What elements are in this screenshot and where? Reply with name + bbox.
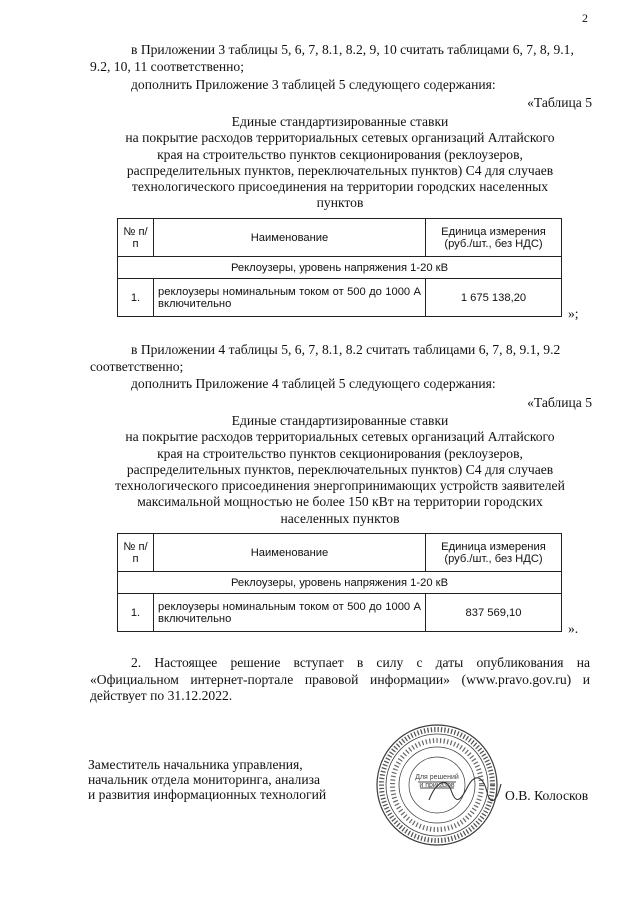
rates-table-2 [117, 533, 562, 632]
row-num: 1. [118, 279, 154, 317]
table-title-2 [40, 413, 639, 527]
title-line: распределительных пунктов, переключательных пунктов) С4 для случаев [126, 461, 554, 477]
header-unit: Единица измерения (руб./шт., без НДС) [426, 219, 562, 257]
header-num: № п/п [118, 219, 154, 257]
table-ref-label: «Таблица 5 [527, 95, 592, 110]
header-num: № п/п [118, 534, 154, 572]
title-line: Единые стандартизированные ставки [231, 413, 449, 428]
paragraph-appendix4-add: дополнить Приложение 4 таблицей 5 следующего содержания: [131, 376, 496, 391]
row-name: реклоузеры номинальным током от 500 до 1000 А включительно [154, 594, 426, 632]
title-line: Единые стандартизированные ставки [231, 114, 449, 129]
page-number: 2 [582, 11, 588, 25]
paragraph-appendix3-add: дополнить Приложение 3 таблицей 5 следующего содержания: [131, 77, 496, 92]
header-unit: Единица измерения (руб./шт., без НДС) [426, 534, 562, 572]
row-num: 1. [118, 594, 154, 632]
signer-name: О.В. Колосков [505, 788, 589, 803]
table-title-1 [40, 114, 639, 212]
signer-position [88, 757, 326, 802]
title-line: на покрытие расходов территориальных сетевых организаций Алтайского [125, 130, 555, 146]
seal-line: и приказов [419, 782, 455, 789]
title-line: технологического присоединения на территории городских населенных [131, 179, 549, 195]
handwritten-signature-icon [425, 770, 505, 810]
table-ref-label: «Таблица 5 [527, 395, 592, 410]
position-line: и развития информационных технологий [88, 787, 327, 802]
group-row: Реклоузеры, уровень напряжения 1-20 кВ [118, 257, 562, 279]
group-row: Реклоузеры, уровень напряжения 1-20 кВ [118, 572, 562, 594]
row-name: реклоузеры номинальным током от 500 до 1000 А включительно [154, 279, 426, 317]
position-line: начальник отдела мониторинга, анализа [88, 772, 321, 787]
title-line: на покрытие расходов территориальных сетевых организаций Алтайского [125, 429, 555, 445]
quote-close-1: »; [568, 306, 579, 321]
title-line: пунктов [316, 195, 364, 211]
title-line: населенных пунктов [280, 510, 400, 526]
row-value: 1 675 138,20 [426, 279, 562, 317]
title-line: технологического присоединения энергопринимающих устройств заявителей [115, 478, 565, 494]
title-line: максимальной мощностью не более 150 кВт на территории городских [137, 494, 543, 510]
header-name: Наименование [154, 219, 426, 257]
header-name: Наименование [154, 534, 426, 572]
seal-line: Для решений [415, 774, 459, 781]
paragraph-appendix4-renumber: в Приложении 4 таблицы 5, 6, 7, 8.1, 8.2 считать таблицами 6, 7, 8, 9.1, 9.2 соответственно; [90, 342, 561, 374]
paragraph-appendix3-renumber: в Приложении 3 таблицы 5, 6, 7, 8.1, 8.2, 9, 10 считать таблицами 6, 7, 8, 9.1, 9.2, 10, 11 соответственно; [90, 42, 574, 74]
position-line: Заместитель начальника управления, [88, 757, 303, 772]
paragraph-effective-date: 2. Настоящее решение вступает в силу с даты опубликования на «Официальном интернет-портале правовой информации» (www.pravo.gov.ru) и действует по 31.12.2022. [90, 655, 590, 703]
title-line: края на строительство пунктов секционирования (реклоузеров, [157, 445, 523, 461]
title-line: края на строительство пунктов секционирования (реклоузеров, [157, 146, 523, 162]
title-line: распределительных пунктов, переключательных пунктов) С4 для случаев [126, 162, 554, 178]
rates-table-1 [117, 218, 562, 317]
row-value: 837 569,10 [426, 594, 562, 632]
quote-close-2: ». [568, 621, 579, 636]
